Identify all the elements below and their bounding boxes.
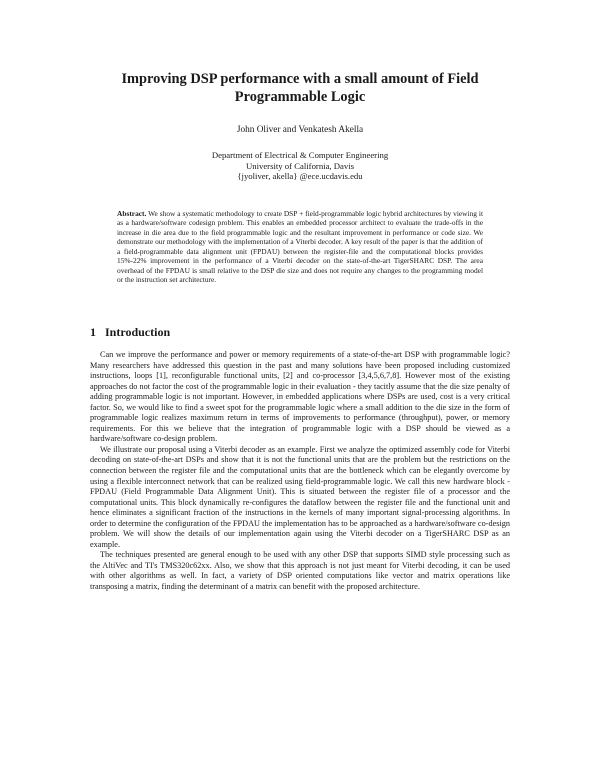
paragraph-1: Can we improve the performance and power or memory requirements of a state-of-the-art DSP with programmable logic? Many researchers have addressed this question in the past and many solutions have been proposed including customized instructions, loops [1], reconfigurable functional units, [2] and co-processor [3,4,5,6,7,8]. However most of the existing approaches do not factor the cost of the programmable logic in their evaluation - they tacitly assume that the die size penalty of adding programmable logic is not important. However, in embedded applications where DSPs are used, cost is a very critical factor. So, we would like to find a sweet spot for the programmable logic where a small addition to the die size in the form of programmable logic realizes maximum return in terms of improvements to performance (throughput), power, or memory requirements. For this we believe that the integration of programmable logic with a DSP should be viewed as a hardware/software co-design problem. xyxy=(90,350,510,444)
affiliation-email: {jyoliver, akella} @ece.ucdavis.edu xyxy=(237,171,363,182)
section-body xyxy=(90,350,510,593)
abstract-label: Abstract. xyxy=(117,209,147,218)
abstract xyxy=(117,209,483,285)
section-number: 1 xyxy=(90,325,96,339)
paragraph-2: We illustrate our proposal using a Viterbi decoder as an example. First we analyze the optimized assembly code for Viterbi decoding on state-of-the-art DSPs and show that it is not the functional units that are the problem but the restrictions on the connection between the register file and the computational units that are the bottleneck which can be elegantly overcome by using a flexible interconnect network that can be realized using field-programmable logic. We call this new hardware block - FPDAU (Field Programmable Data Alignment Unit). This is situated between the register file of a processor and the computational units. This block dynamically re-configures the dataflow between the register file and the functional unit and hence eliminates a significant fraction of the instructions in the kernels of many important signal-processing algorithms. In order to determine the configuration of the FPDAU the implementation has to be approached as a hardware/software co-design problem. We will show the details of our implementation again using the Viterbi decoder on a TigerSHARC DSP as an example. xyxy=(90,444,510,549)
paper-authors: John Oliver and Venkatesh Akella xyxy=(236,125,364,135)
section-title: Introduction xyxy=(105,325,171,339)
abstract-text: We show a systematic methodology to create DSP + field-programmable logic hybrid architectures by viewing it as a hardware/software codesign problem. This enables an embedded processor architect to evaluate the trade-offs in the increase in die area due to the field programmable logic and the resultant improvement in performance or code size. We demonstrate our methodology with the implementation of a Viterbi decoder. A key result of the paper is that the addition of a field-programmable data alignment unit (FPDAU) between the register-file and the computational blocks provides 15%-22% improvement in the performance of a Viterbi decoder on the state-of-the-art TigerSHARC DSP. The area overhead of the FPDAU is small relative to the DSP die size and does not require any changes to the programming model or the instruction set architecture. xyxy=(117,209,484,285)
affiliation-block xyxy=(0,150,600,182)
paragraph-3: The techniques presented are general enough to be used with any other DSP that supports SIMD style processing such as the AltiVec and TI's TMS320c62xx. Also, we show that this approach is not just meant for Viterbi decoding, it can be used with other algorithms as well. In fact, a variety of DSP oriented computations like vector and matrix operations like transposing a matrix, finding the determinant of a matrix can benefit with the proposed architecture. xyxy=(90,550,510,592)
paper-title: Improving DSP performance with a small amount of Field Programmable Logic xyxy=(121,71,479,105)
affiliation-university: University of California, Davis xyxy=(245,160,355,171)
section-heading xyxy=(90,325,170,339)
affiliation-department: Department of Electrical & Computer Engineering xyxy=(211,150,389,160)
